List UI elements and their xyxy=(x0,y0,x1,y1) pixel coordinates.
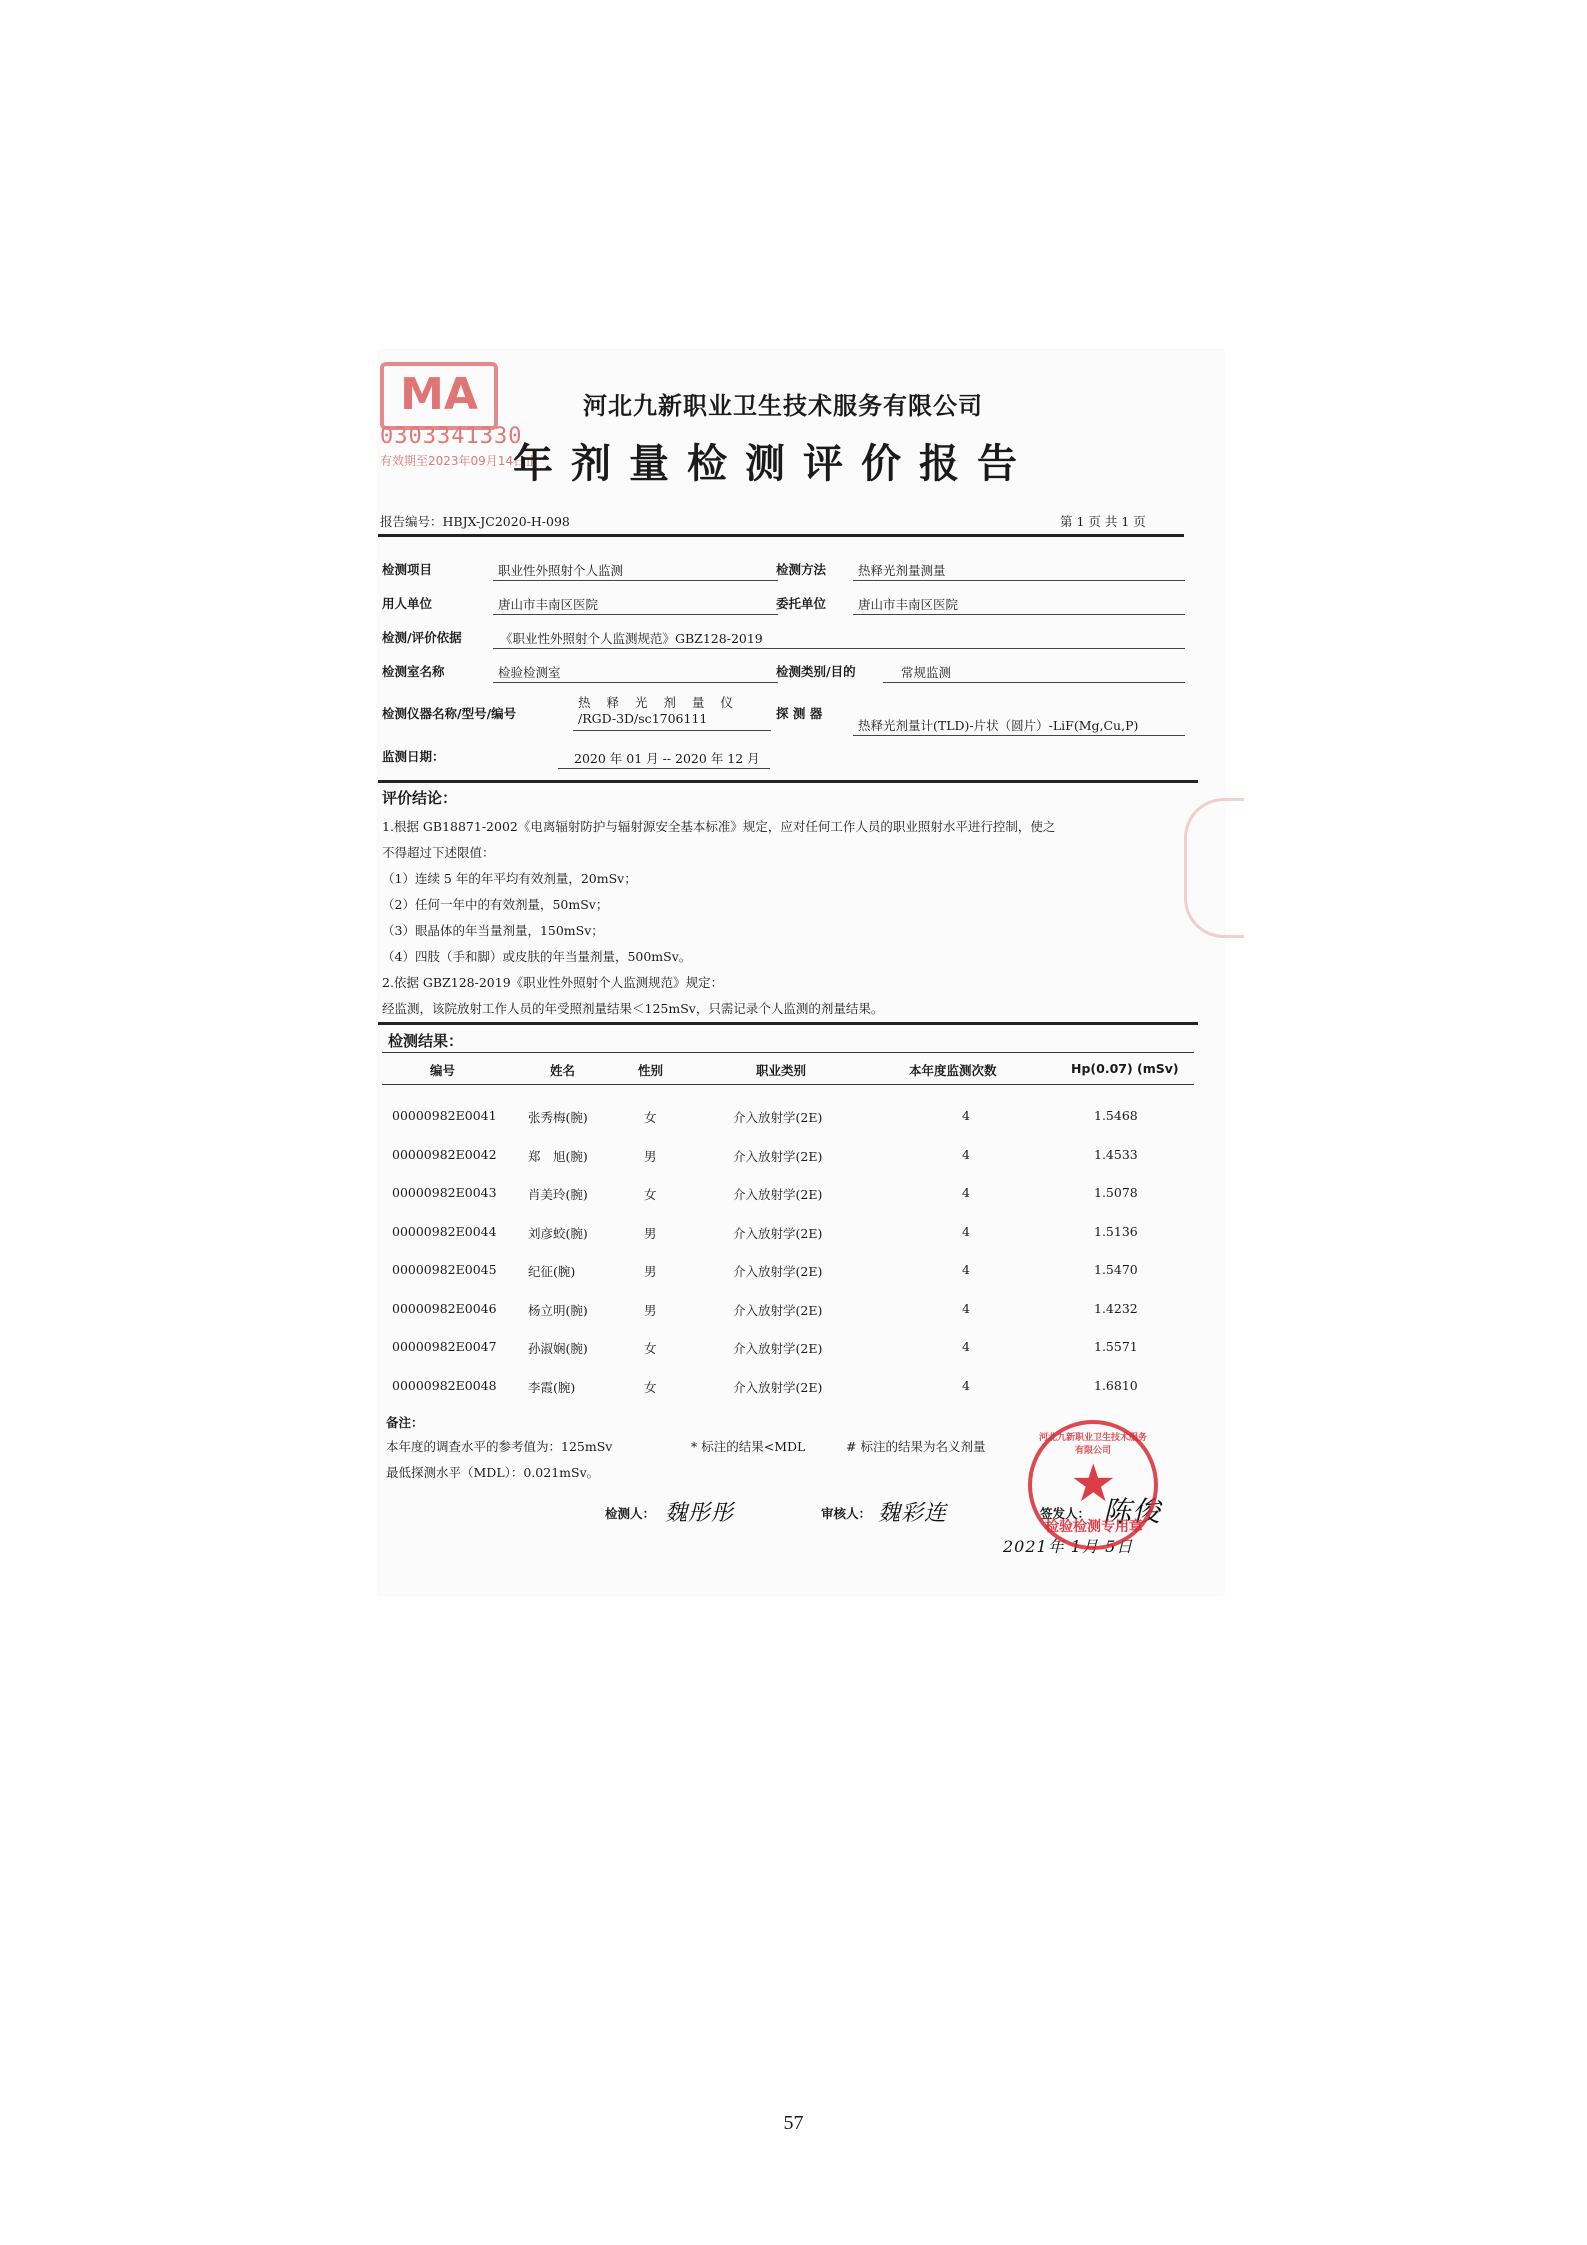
cell-id: 00000982E0043 xyxy=(392,1185,497,1200)
conclusion-line1: 1.根据 GB18871-2002《电离辐射防护与辐射源安全基本标准》规定，应对任何工作人员的职业照射水平进行控制，使之 xyxy=(382,819,1056,834)
cell-id: 00000982E0041 xyxy=(392,1108,497,1123)
issuer-label: 签发人： xyxy=(1040,1506,1091,1521)
seal-ring-text: 河北九新职业卫生技术服务有限公司 xyxy=(1038,1433,1147,1456)
basis-value: 《职业性外照射个人监测规范》GBZ128-2019 xyxy=(500,631,763,646)
page-info: 第 1 页 共 1 页 xyxy=(1060,514,1146,529)
ma-cert-valid: 有效期至2023年09月14日止 xyxy=(380,454,538,468)
cell-count: 4 xyxy=(962,1377,970,1393)
detector-label: 探 测 器 xyxy=(776,706,823,721)
issuer-signature: 陈俊 xyxy=(1103,1495,1162,1528)
conclusion-line2: 不得超过下述限值： xyxy=(382,845,495,860)
cell-name: 杨立明(腕) xyxy=(528,1302,588,1318)
date-value: 2020 年 01 月 -- 2020 年 12 月 xyxy=(574,751,760,766)
notes-line1-c: # 标注的结果为名义剂量 xyxy=(846,1439,986,1454)
cell-dose: 1.5468 xyxy=(1094,1108,1138,1123)
cell-dose: 1.5078 xyxy=(1094,1185,1138,1200)
cell-count: 4 xyxy=(962,1223,970,1239)
cell-name: 李霞(腕) xyxy=(528,1379,576,1395)
cell-name: 纪征(腕) xyxy=(528,1264,576,1279)
cell-sex: 男 xyxy=(644,1148,657,1164)
item-label: 检测项目 xyxy=(382,562,433,577)
cell-name: 郑 旭(腕) xyxy=(528,1148,588,1164)
category-label: 检测类别/目的 xyxy=(776,664,856,679)
notes-line1-b: * 标注的结果<MDL xyxy=(691,1439,806,1454)
method-label: 检测方法 xyxy=(776,562,827,577)
employer-label: 用人单位 xyxy=(382,596,433,611)
partial-seal xyxy=(1184,798,1244,938)
report-number: 报告编号：HBJX-JC2020-H-098 xyxy=(380,514,570,529)
cell-category: 介入放射学(2E) xyxy=(733,1302,823,1318)
conclusion-line3: 2.依据 GBZ128-2019《职业性外照射个人监测规范》规定： xyxy=(382,975,724,990)
date-label: 监测日期： xyxy=(382,749,445,764)
cell-sex: 女 xyxy=(644,1379,657,1395)
notes-line1-a: 本年度的调查水平的参考值为：125mSv xyxy=(386,1439,613,1454)
seal-star-icon: ★ xyxy=(1070,1454,1117,1514)
tester-label: 检测人： xyxy=(605,1506,656,1521)
col-dose: Hp(0.07) (mSv) xyxy=(1071,1061,1179,1076)
item-value: 职业性外照射个人监测 xyxy=(498,563,624,578)
category-value: 常规监测 xyxy=(901,665,952,680)
cell-sex: 女 xyxy=(644,1341,657,1356)
limit-1: （1）连续 5 年的年平均有效剂量，20mSv； xyxy=(382,871,637,886)
cell-id: 00000982E0045 xyxy=(392,1262,497,1277)
cell-dose: 1.4232 xyxy=(1094,1300,1138,1316)
cell-dose: 1.5571 xyxy=(1094,1339,1138,1354)
instrument-label: 检测仪器名称/型号/编号 xyxy=(382,706,517,721)
cell-sex: 女 xyxy=(644,1187,657,1202)
cell-category: 介入放射学(2E) xyxy=(733,1379,823,1395)
company-name: 河北九新职业卫生技术服务有限公司 xyxy=(583,392,983,420)
header-rule xyxy=(378,534,1184,537)
cell-id: 00000982E0046 xyxy=(392,1300,497,1316)
cell-category: 介入放射学(2E) xyxy=(733,1148,823,1164)
cell-sex: 女 xyxy=(644,1110,657,1125)
lab-value: 检验检测室 xyxy=(498,665,561,680)
cell-id: 00000982E0047 xyxy=(392,1339,497,1354)
cell-count: 4 xyxy=(962,1300,970,1316)
employer-value: 唐山市丰南区医院 xyxy=(498,597,599,612)
issue-date: 2021年 1月 5日 xyxy=(1003,1537,1134,1556)
cell-dose: 1.5470 xyxy=(1094,1262,1138,1277)
cell-id: 00000982E0042 xyxy=(392,1146,497,1162)
cell-count: 4 xyxy=(962,1262,970,1277)
conclusion-heading: 评价结论： xyxy=(382,789,458,807)
cell-id: 00000982E0044 xyxy=(392,1223,497,1239)
col-name: 姓名 xyxy=(550,1063,576,1078)
lab-label: 检测室名称 xyxy=(382,664,445,679)
reviewer-signature: 魏彩连 xyxy=(878,1501,948,1526)
cell-category: 介入放射学(2E) xyxy=(733,1264,823,1279)
ma-cert-number: 0303341330 xyxy=(380,424,523,449)
cell-count: 4 xyxy=(962,1108,970,1123)
cell-category: 介入放射学(2E) xyxy=(733,1225,823,1241)
client-value: 唐山市丰南区医院 xyxy=(858,597,959,612)
cell-name: 刘彦蛟(腕) xyxy=(528,1225,588,1241)
ma-logo: MA xyxy=(380,362,498,430)
cell-category: 介入放射学(2E) xyxy=(733,1187,823,1202)
cell-category: 介入放射学(2E) xyxy=(733,1341,823,1356)
conclusion-rule xyxy=(378,1022,1198,1025)
instrument-value-line1: 热 释 光 剂 量 仪 xyxy=(578,695,739,710)
limit-3: （3）眼晶体的年当量剂量，150mSv； xyxy=(382,923,604,938)
seal-text: 检验检测专用章 xyxy=(1045,1519,1143,1535)
basis-label: 检测/评价依据 xyxy=(382,630,462,645)
method-value: 热释光剂量测量 xyxy=(858,563,946,578)
limit-2: （2）任何一年中的有效剂量，50mSv； xyxy=(382,897,609,912)
cell-name: 肖美玲(腕) xyxy=(528,1187,588,1202)
official-seal xyxy=(1028,1420,1158,1550)
scanned-report xyxy=(378,350,1224,1595)
cell-id: 00000982E0048 xyxy=(392,1377,497,1393)
col-count: 本年度监测次数 xyxy=(909,1063,997,1078)
report-title: 年剂量检测评价报告 xyxy=(513,441,1035,487)
cell-dose: 1.6810 xyxy=(1094,1377,1138,1393)
cell-sex: 男 xyxy=(644,1264,657,1279)
info-rule xyxy=(378,780,1198,783)
cell-count: 4 xyxy=(962,1339,970,1354)
col-category: 职业类别 xyxy=(756,1063,807,1078)
notes-heading: 备注： xyxy=(386,1415,424,1430)
conclusion-line4: 经监测，该院放射工作人员的年受照剂量结果＜125mSv，只需记录个人监测的剂量结果。 xyxy=(382,1001,884,1016)
cell-name: 张秀梅(腕) xyxy=(528,1110,588,1125)
instrument-value-line2: /RGD-3D/sc1706111 xyxy=(578,711,708,726)
cell-dose: 1.4533 xyxy=(1094,1146,1138,1162)
col-id: 编号 xyxy=(430,1063,456,1078)
cell-sex: 男 xyxy=(644,1302,657,1318)
notes-line2: 最低探测水平（MDL）：0.021mSv。 xyxy=(386,1465,600,1480)
cell-name: 孙淑娴(腕) xyxy=(528,1341,588,1356)
cell-count: 4 xyxy=(962,1146,970,1162)
cell-dose: 1.5136 xyxy=(1094,1223,1138,1239)
detector-value: 热释光剂量计(TLD)-片状（圆片）-LiF(Mg,Cu,P) xyxy=(858,718,1139,733)
tester-signature: 魏彤彤 xyxy=(665,1501,735,1526)
results-heading: 检测结果： xyxy=(388,1032,464,1050)
page-number: 57 xyxy=(783,2112,804,2134)
cell-sex: 男 xyxy=(644,1225,657,1241)
cell-count: 4 xyxy=(962,1185,970,1200)
col-sex: 性别 xyxy=(638,1063,664,1078)
cell-category: 介入放射学(2E) xyxy=(733,1110,823,1125)
limit-4: （4）四肢（手和脚）或皮肤的年当量剂量，500mSv。 xyxy=(382,949,692,964)
client-label: 委托单位 xyxy=(776,596,827,611)
reviewer-label: 审核人： xyxy=(821,1506,872,1521)
